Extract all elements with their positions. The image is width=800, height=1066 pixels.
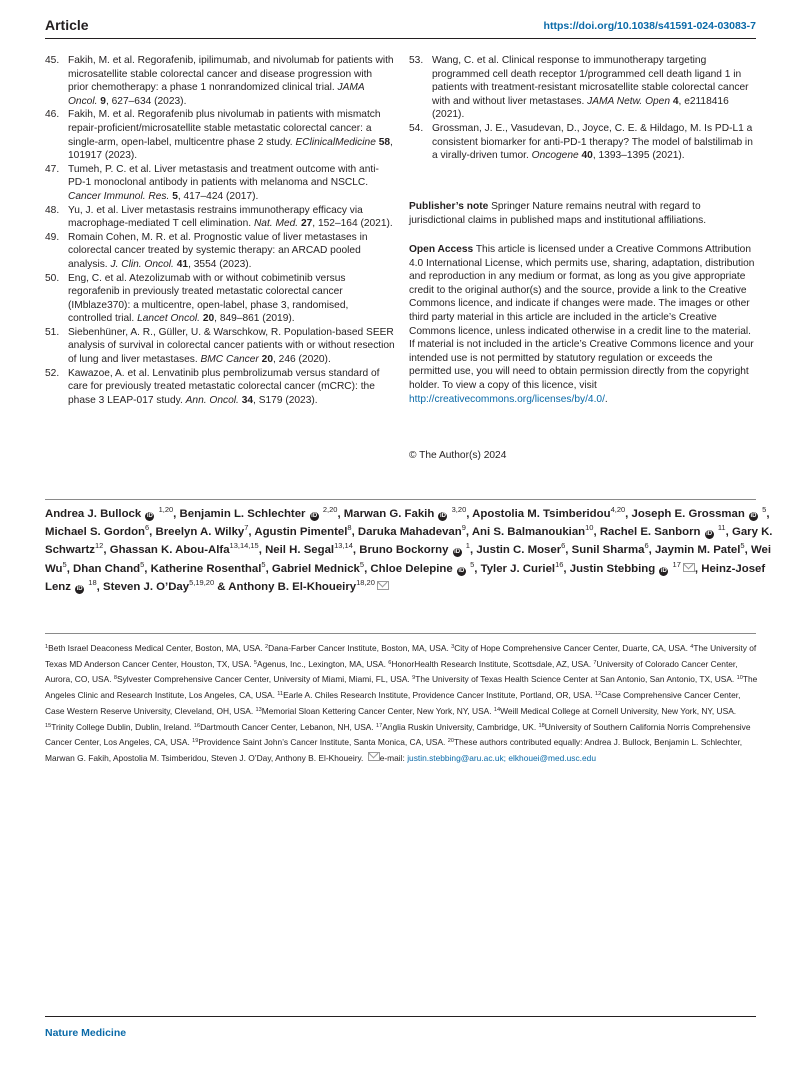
reference-pages: , 3554 (2023). bbox=[188, 258, 252, 270]
reference-number: 50. bbox=[45, 272, 60, 284]
reference-number: 47. bbox=[45, 163, 60, 175]
reference-volume: 20 bbox=[261, 354, 274, 366]
affiliation-text: University of Southern California Norris Comprehensive Cancer Center, Los Angeles, CA, USA. bbox=[45, 721, 751, 748]
affiliation-text: These authors contributed equally: Andrea J. Bullock, Benjamin L. Schlechter, Marwan G. Fakih, Apostolia M. Tsimberidou, Steven J. O’Day, Anthony B. El-Khoueiry. bbox=[45, 737, 743, 763]
references-right-column bbox=[409, 54, 757, 163]
mail-icon bbox=[368, 752, 380, 761]
author-separator: , bbox=[694, 562, 702, 575]
author-name: Neil H. Segal bbox=[265, 544, 335, 557]
doi-link[interactable]: https://doi.org/10.1038/s41591-024-03083-7 bbox=[543, 20, 756, 32]
author-separator: & bbox=[214, 580, 229, 593]
affiliation-sup: 11 bbox=[277, 691, 284, 698]
author-separator: , bbox=[337, 508, 344, 520]
affiliation-text: Earle A. Chiles Research Institute, Providence Cancer Institute, Portland, OR, USA. bbox=[283, 690, 595, 701]
author-affiliation-sup: 17 bbox=[672, 559, 681, 569]
author-name: Tyler J. Curiel bbox=[480, 562, 556, 575]
reference-journal: Cancer Immunol. Res. bbox=[68, 190, 170, 202]
author-affiliation-sup: 1,20 bbox=[158, 505, 174, 514]
email-addresses[interactable]: justin.stebbing@aru.ac.uk; elkhouei@med.usc.edu bbox=[407, 752, 596, 763]
author-affiliation-sup: 6 bbox=[644, 541, 649, 551]
orcid-icon[interactable]: iD bbox=[750, 513, 757, 519]
reference-text: Wang, C. et al. Clinical response to immunotherapy targeting programmed cell death receptor 1/programmed cell death ligand 1 in patients with treatment-resistant microsatellite stable colorectal cancer with and without liver metastases. bbox=[432, 55, 749, 107]
reference-volume: 34 bbox=[241, 394, 254, 406]
open-access-text: This article is licensed under a Creative Commons Attribution 4.0 International License, which permits use, sharing, adaptation, distribution and reproduction in any medium or format, as long as you give appropriate credit to the original author(s) and the source, provide a link to the Creative Commons licence, and indicate if changes were made. The images or other third party material in this article are included in the article’s Creative Commons licence, unless indicated otherwise in a credit line to the material. If material is not included in the article’s Creative Commons licence and your intended use is not permitted by statutory regulation or exceeds the permitted use, you will need to obtain permission directly from the copyright holder. To view a copy of this licence, visit bbox=[409, 244, 755, 391]
author-separator: , bbox=[465, 526, 472, 539]
reference-number: 48. bbox=[45, 204, 60, 216]
open-access-statement bbox=[409, 243, 757, 406]
author-separator: , bbox=[744, 544, 751, 557]
reference-item bbox=[45, 231, 395, 272]
reference-volume: 4 bbox=[672, 95, 679, 107]
affiliation-text: Weill Medical College at Cornell University, New York, NY, USA. bbox=[500, 705, 737, 716]
author-name: Michael S. Gordon bbox=[45, 526, 145, 539]
author-affiliation-sup: 12 bbox=[95, 541, 104, 551]
mail-icon[interactable] bbox=[377, 581, 389, 590]
author-name: Ghassan K. Abou-Alfa bbox=[109, 544, 230, 557]
open-access-label: Open Access bbox=[409, 244, 474, 255]
reference-item bbox=[45, 326, 395, 367]
reference-item bbox=[45, 54, 395, 108]
author-name: Ani S. Balmanoukian bbox=[471, 526, 586, 539]
author-name: Breelyn A. Wilky bbox=[155, 526, 245, 539]
license-link[interactable]: http://creativecommons.org/licenses/by/4.0/ bbox=[409, 393, 605, 405]
footer-rule bbox=[45, 1016, 756, 1017]
affiliation-text: Dana-Farber Cancer Institute, Boston, MA, USA. bbox=[268, 643, 452, 653]
orcid-icon[interactable]: iD bbox=[311, 513, 318, 519]
author-affiliation-sup: 6 bbox=[561, 541, 566, 551]
author-affiliation-sup: 6 bbox=[145, 523, 150, 533]
author-affiliation-sup: 5 bbox=[261, 559, 266, 569]
affiliation-sup: 8 bbox=[113, 675, 118, 682]
author-name: Dhan Chand bbox=[73, 562, 141, 575]
reference-number: 52. bbox=[45, 367, 60, 379]
orcid-icon[interactable]: iD bbox=[660, 567, 667, 574]
reference-journal: Ann. Oncol. bbox=[185, 394, 239, 406]
reference-pages: , 1393–1395 (2021). bbox=[592, 150, 685, 162]
author-separator: , bbox=[149, 526, 156, 539]
author-affiliation-sup: 5 bbox=[359, 559, 365, 569]
affiliation-text: Anglia Ruskin University, Cambridge, UK. bbox=[382, 721, 539, 732]
affiliations-divider bbox=[45, 633, 756, 634]
author-separator: , bbox=[466, 508, 473, 520]
affiliation-sup: 17 bbox=[376, 722, 383, 729]
mail-icon[interactable] bbox=[683, 563, 695, 572]
reference-volume: 9 bbox=[100, 95, 106, 107]
reference-number: 49. bbox=[45, 231, 60, 243]
reference-text: Grossman, J. E., Vasudevan, D., Joyce, C. E. & Hildago, M. Is PD-L1 a consistent biomarker for anti-PD-1 therapy? The model of balstilimab in a virally-driven tumor. bbox=[432, 122, 753, 162]
reference-number: 54. bbox=[409, 122, 424, 134]
author-separator: , bbox=[725, 526, 732, 539]
affiliation-text: Agenus, Inc., Lexington, MA, USA. bbox=[256, 658, 389, 669]
author-name: Marwan G. Fakih bbox=[343, 508, 435, 520]
affiliation-sup: 2 bbox=[265, 644, 269, 650]
author-name: Wei Wu bbox=[45, 544, 771, 575]
orcid-icon[interactable]: iD bbox=[146, 513, 153, 519]
publishers-note bbox=[409, 200, 757, 227]
references-left-column bbox=[45, 54, 395, 407]
author-name: Steven J. O’Day bbox=[102, 580, 190, 593]
publishers-note-text: Springer Nature remains neutral with regard to jurisdictional claims in published maps and institutional affiliations. bbox=[409, 201, 707, 226]
author-name: Rachel E. Sanborn bbox=[599, 526, 701, 539]
affiliation-sup: 1 bbox=[45, 644, 49, 650]
reference-text: Tumeh, P. C. et al. Liver metastasis and treatment outcome with anti-PD-1 monoclonal antibody in patients with melanoma and NSCLC. bbox=[68, 163, 379, 189]
author-separator: , bbox=[96, 580, 103, 593]
reference-text: Romain Cohen, M. R. et al. Prognostic value of liver metastases in colorectal cancer treated by systemic therapy: an ARCAD pooled analysis. bbox=[68, 231, 368, 270]
author-name: Apostolia M. Tsimberidou bbox=[472, 508, 611, 520]
affiliation-text: University of Colorado Cancer Center, Aurora, CO, USA. bbox=[45, 658, 738, 685]
author-name: Justin Stebbing bbox=[569, 562, 656, 575]
author-separator: , bbox=[173, 508, 180, 520]
author-name: Justin C. Moser bbox=[476, 544, 562, 557]
author-affiliation-sup: 18 bbox=[88, 577, 97, 587]
author-affiliation-sup: 5 bbox=[62, 559, 67, 569]
author-affiliation-sup: 10 bbox=[585, 523, 594, 533]
affiliation-text: The Angeles Clinic and Research Institute, Los Angeles, CA, USA. bbox=[45, 674, 758, 701]
email-label: e-mail: bbox=[379, 752, 408, 763]
reference-journal: Oncogene bbox=[531, 150, 579, 162]
reference-text: Kawazoe, A. et al. Lenvatinib plus pembrolizumab versus standard of care for previously treated metastatic colorectal cancer (mCRC): the phase 3 LEAP-017 study. bbox=[68, 367, 380, 406]
author-name: Katherine Rosenthal bbox=[150, 562, 262, 575]
author-separator: , bbox=[66, 562, 74, 575]
author-name: Andrea J. Bullock bbox=[45, 508, 142, 520]
affiliation-text: Beth Israel Deaconess Medical Center, Boston, MA, USA. bbox=[48, 643, 266, 653]
author-separator: , bbox=[352, 544, 360, 557]
author-list bbox=[45, 505, 775, 596]
reference-journal: Lancet Oncol. bbox=[137, 313, 200, 325]
author-separator: , bbox=[469, 544, 477, 557]
author-name: Benjamin L. Schlechter bbox=[179, 508, 306, 520]
reference-pages: , e2118416 (2021). bbox=[432, 95, 729, 121]
author-separator: , bbox=[593, 526, 600, 539]
reference-item bbox=[45, 272, 395, 326]
reference-journal: EClinicalMedicine bbox=[295, 136, 376, 148]
affiliation-sup: 9 bbox=[412, 675, 416, 682]
reference-volume: 27 bbox=[300, 218, 313, 230]
reference-number: 53. bbox=[409, 55, 424, 66]
reference-pages: , 101917 (2023). bbox=[68, 136, 393, 162]
affiliation-sup: 19 bbox=[192, 738, 199, 745]
authors-divider bbox=[45, 499, 756, 500]
affiliation-sup: 6 bbox=[388, 659, 392, 666]
reference-item bbox=[409, 122, 757, 163]
reference-volume: 58 bbox=[378, 136, 391, 148]
affiliation-sup: 16 bbox=[193, 722, 201, 729]
author-separator: , bbox=[265, 562, 272, 575]
author-separator: , bbox=[625, 508, 632, 520]
author-name: Jaymin M. Patel bbox=[654, 544, 741, 557]
journal-name[interactable]: Nature Medicine bbox=[45, 1027, 127, 1039]
author-name: Gabriel Mednick bbox=[271, 562, 360, 575]
author-affiliation-sup: 13,14,15 bbox=[229, 541, 259, 551]
reference-number: 51. bbox=[45, 326, 60, 338]
reference-item bbox=[45, 367, 395, 408]
orcid-icon[interactable]: iD bbox=[454, 549, 461, 556]
author-affiliation-sup: 3,20 bbox=[451, 505, 467, 514]
reference-number: 46. bbox=[45, 109, 60, 121]
reference-journal: Nat. Med. bbox=[253, 218, 299, 230]
author-affiliation-sup: 9 bbox=[461, 523, 466, 533]
reference-journal: BMC Cancer bbox=[200, 354, 259, 366]
reference-journal: JAMA Oncol. bbox=[68, 82, 365, 107]
author-affiliation-sup: 16 bbox=[555, 559, 564, 569]
author-affiliation-sup: 1 bbox=[465, 541, 470, 551]
affiliation-sup: 7 bbox=[593, 659, 597, 666]
author-separator: , bbox=[648, 544, 655, 557]
author-name: Sunil Sharma bbox=[571, 544, 645, 557]
reference-text: Fakih, M. et al. Regorafenib plus nivolumab in patients with mismatch repair-proficient/microsatellite stable metastatic colorectal cancer: a single-arm, open-label, multicentre phase 2 study. bbox=[68, 109, 381, 148]
affiliation-text: The University of Texas Health Science Center at San Antonio, San Antonio, TX, USA. bbox=[415, 674, 737, 685]
orcid-icon[interactable]: iD bbox=[458, 567, 465, 574]
affiliation-text: HonorHealth Research Institute, Scottsdale, AZ, USA. bbox=[391, 658, 594, 669]
reference-item bbox=[45, 163, 395, 204]
author-name: Joseph E. Grossman bbox=[631, 508, 745, 520]
publishers-note-label: Publisher’s note bbox=[409, 201, 489, 212]
header-rule bbox=[45, 38, 756, 39]
author-affiliation-sup: 18,20 bbox=[356, 577, 375, 587]
affiliation-sup: 20 bbox=[447, 738, 454, 745]
reference-pages: , 627–634 (2023). bbox=[105, 95, 187, 107]
open-access-end: . bbox=[604, 393, 608, 405]
author-separator: , bbox=[103, 544, 110, 557]
author-name: Daruka Mahadevan bbox=[357, 526, 462, 539]
author-separator: , bbox=[351, 526, 358, 539]
author-affiliation-sup: 7 bbox=[244, 523, 249, 533]
affiliation-sup: 13 bbox=[255, 706, 262, 713]
affiliation-text: Trinity College Dublin, Dublin, Ireland. bbox=[51, 721, 194, 732]
affiliation-sup: 10 bbox=[736, 675, 743, 682]
reference-volume: 5 bbox=[172, 190, 178, 202]
orcid-icon[interactable]: iD bbox=[76, 585, 83, 592]
author-affiliation-sup: 13,14 bbox=[334, 541, 353, 551]
reference-volume: 20 bbox=[202, 313, 215, 325]
author-name: Gary K. Schwartz bbox=[45, 526, 773, 557]
reference-item bbox=[45, 108, 395, 162]
author-separator: , bbox=[144, 562, 151, 575]
reference-pages: , 152–164 (2021). bbox=[312, 218, 393, 230]
reference-pages: , 849–861 (2019). bbox=[214, 313, 295, 325]
affiliation-text: Providence Saint John’s Cancer Institute, Santa Monica, CA, USA. bbox=[198, 737, 448, 748]
reference-journal: JAMA Netw. Open bbox=[587, 95, 671, 107]
affiliation-sup: 14 bbox=[493, 706, 501, 713]
author-affiliation-sup: 11 bbox=[717, 523, 726, 533]
reference-item bbox=[45, 204, 395, 231]
affiliation-sup: 5 bbox=[253, 659, 257, 666]
reference-text: Eng, C. et al. Atezolizumab with or without cobimetinib versus regorafenib in previously treated metastatic colorectal cancer (IMblaze370): a multicentre, open-label, phase 3, randomised, controlled trial. bbox=[68, 272, 349, 325]
reference-text: Fakih, M. et al. Regorafenib, ipilimumab, and nivolumab for patients with microsatellite stable colorectal cancer and disease progression with prior chemotherapy: a phase 1 nonrandomized clinical trial. bbox=[68, 55, 394, 94]
reference-number: 45. bbox=[45, 55, 60, 66]
affiliation-text: City of Hope Comprehensive Cancer Center, Duarte, CA, USA. bbox=[454, 643, 691, 653]
author-name: Anthony B. El-Khoueiry bbox=[228, 580, 357, 593]
reference-pages: , 246 (2020). bbox=[273, 354, 331, 366]
author-separator: , bbox=[563, 562, 570, 575]
author-separator: , bbox=[258, 544, 266, 557]
author-affiliation-sup: 5 bbox=[140, 559, 145, 569]
affiliation-sup: 18 bbox=[538, 722, 545, 729]
orcid-icon[interactable]: iD bbox=[706, 531, 713, 538]
affiliation-sup: 4 bbox=[690, 644, 694, 650]
affiliation-sup: 3 bbox=[451, 644, 455, 650]
reference-pages: , 417–424 (2017). bbox=[177, 190, 259, 202]
reference-volume: 41 bbox=[176, 258, 189, 270]
copyright-line: © The Author(s) 2024 bbox=[409, 450, 507, 461]
author-separator: , bbox=[474, 562, 481, 575]
affiliation-sup: 15 bbox=[45, 722, 52, 729]
author-affiliation-sup: 2,20 bbox=[322, 505, 338, 514]
author-name: Bruno Bockorny bbox=[359, 544, 449, 557]
reference-text: Siebenhüner, A. R., Güller, U. & Warschkow, R. Population-based SEER analysis of survival in colorectal cancer patients with or without resection of lung and liver metastases. bbox=[68, 326, 395, 366]
author-affiliation-sup: 5,19,20 bbox=[189, 577, 215, 587]
affiliation-text: Sylvester Comprehensive Cancer Center, University of Miami, Miami, FL, USA. bbox=[117, 674, 413, 685]
author-affiliation-sup: 5 bbox=[470, 559, 475, 569]
reference-volume: 40 bbox=[581, 150, 593, 162]
affiliations bbox=[45, 641, 759, 767]
author-name: Agustin Pimentel bbox=[254, 526, 348, 539]
reference-journal: J. Clin. Oncol. bbox=[110, 258, 174, 270]
affiliation-sup: 12 bbox=[595, 691, 602, 698]
author-affiliation-sup: 4,20 bbox=[610, 505, 626, 514]
affiliation-text: The University of Texas MD Anderson Cancer Center, Houston, TX, USA. bbox=[45, 643, 757, 669]
affiliation-text: Memorial Sloan Kettering Cancer Center, New York, NY, USA. bbox=[261, 705, 494, 716]
affiliation-text: Dartmouth Cancer Center, Lebanon, NH, USA. bbox=[200, 721, 377, 732]
author-name: Heinz-Josef Lenz bbox=[45, 562, 766, 593]
author-affiliation-sup: 8 bbox=[347, 523, 352, 533]
author-separator: , bbox=[766, 508, 770, 520]
author-separator: , bbox=[565, 544, 572, 557]
author-separator: , bbox=[248, 526, 255, 539]
author-affiliation-sup: 5 bbox=[762, 505, 767, 514]
reference-item bbox=[409, 54, 757, 122]
reference-text: Yu, J. et al. Liver metastasis restrains immunotherapy efficacy via macrophage-mediated T cell elimination. bbox=[68, 204, 363, 230]
article-label: Article bbox=[45, 17, 89, 33]
affiliation-text: Case Comprehensive Cancer Center, Case Western Reserve University, Cleveland, OH, USA. bbox=[45, 690, 741, 716]
author-name: Chloe Delepine bbox=[370, 562, 453, 575]
reference-pages: , S179 (2023). bbox=[253, 394, 318, 406]
author-affiliation-sup: 5 bbox=[740, 541, 745, 551]
author-separator: , bbox=[364, 562, 371, 575]
orcid-icon[interactable]: iD bbox=[439, 513, 446, 519]
